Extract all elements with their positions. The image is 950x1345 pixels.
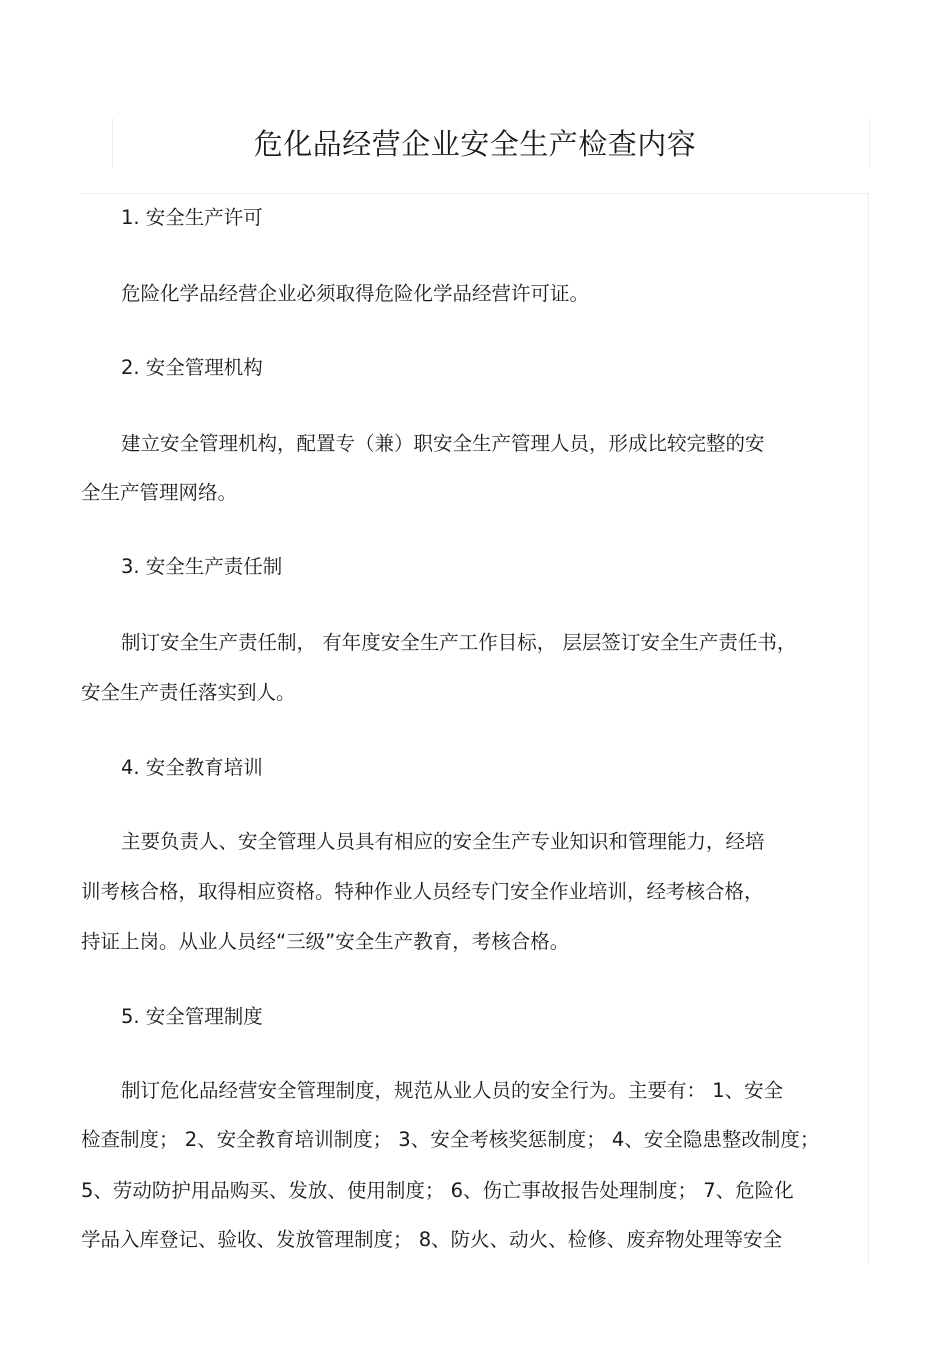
section-heading-2: 2. 安全管理机构 bbox=[121, 356, 263, 379]
section-heading-4: 4. 安全教育培训 bbox=[121, 756, 263, 779]
paragraph-line: 危险化学品经营企业必须取得危险化学品经营许可证。 bbox=[121, 282, 590, 305]
paragraph-line: 安全生产责任落实到人。 bbox=[81, 681, 296, 704]
paragraph-line: 全生产管理网络。 bbox=[81, 481, 238, 504]
paragraph-line: 学品入库登记、验收、发放管理制度； 8、防火、动火、检修、废弃物处理等安全 bbox=[81, 1228, 783, 1251]
paragraph-line: 5、劳动防护用品购买、发放、使用制度； 6、伤亡事故报告处理制度； 7、危险化 bbox=[81, 1179, 794, 1202]
paragraph-line: 训考核合格，取得相应资格。特种作业人员经专门安全作业培训，经考核合格， bbox=[81, 880, 764, 903]
section-heading-3: 3. 安全生产责任制 bbox=[121, 555, 283, 578]
paragraph-line: 持证上岗。从业人员经“三级”安全生产教育，考核合格。 bbox=[81, 930, 570, 953]
paragraph-line: 制订安全生产责任制， 有年度安全生产工作目标， 层层签订安全生产责任书， bbox=[121, 631, 797, 654]
section-heading-1: 1. 安全生产许可 bbox=[121, 206, 263, 229]
paragraph-line: 制订危化品经营安全管理制度，规范从业人员的安全行为。主要有： 1、安全 bbox=[121, 1079, 784, 1102]
document-title: 危化品经营企业安全生产检查内容 bbox=[253, 127, 697, 161]
paragraph-line: 检查制度； 2、安全教育培训制度； 3、安全考核奖惩制度； 4、安全隐患整改制度； bbox=[81, 1128, 820, 1151]
paragraph-line: 主要负责人、安全管理人员具有相应的安全生产专业知识和管理能力，经培 bbox=[121, 830, 765, 853]
section-heading-5: 5. 安全管理制度 bbox=[121, 1005, 263, 1028]
paragraph-line: 建立安全管理机构，配置专（兼）职安全生产管理人员，形成比较完整的安 bbox=[121, 432, 765, 455]
